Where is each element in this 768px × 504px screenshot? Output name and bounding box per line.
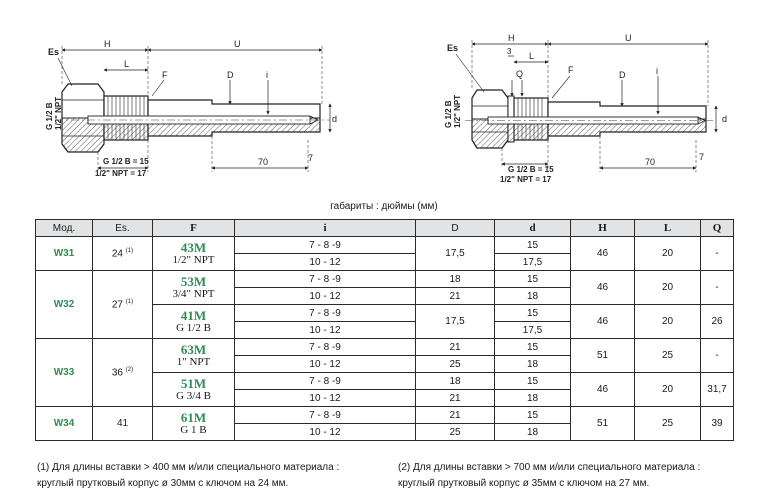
f-cell: 43M 1/2" NPT xyxy=(153,237,235,271)
label-i: i xyxy=(656,66,658,76)
dim-7: 7 xyxy=(699,152,705,162)
D-cell: 21 xyxy=(416,339,495,356)
d-cell: 15 xyxy=(495,373,571,390)
label-D: D xyxy=(619,70,626,80)
D-cell: 18 xyxy=(416,271,495,288)
units-caption: габариты : дюймы (мм) xyxy=(330,201,438,212)
right-thermowell-drawing xyxy=(444,33,727,184)
dim-npt-value: 1/2" NPT = 17 xyxy=(95,169,147,178)
col-header-Q: Q xyxy=(701,220,734,237)
footnote-1-line2: круглый прутковый корпус ø 30мм с ключом на 24 мм. xyxy=(37,478,289,489)
footnote-2-line2: круглый прутковый корпус ø 35мм с ключом на 27 мм. xyxy=(398,478,650,489)
d-cell: 17,5 xyxy=(495,322,571,339)
i-cell: 10 - 12 xyxy=(235,322,416,339)
thread-npt-vertical: 1/2" NPT xyxy=(453,94,462,128)
col-header-d: d xyxy=(495,220,571,237)
f-cell: 51M G 3/4 B xyxy=(153,373,235,407)
i-cell: 10 - 12 xyxy=(235,356,416,373)
d-cell: 15 xyxy=(495,407,571,424)
Q-cell: - xyxy=(701,237,734,271)
D-cell: 17,5 xyxy=(416,305,495,339)
L-cell: 20 xyxy=(635,305,701,339)
model-cell: W33 xyxy=(36,339,93,407)
D-cell: 25 xyxy=(416,356,495,373)
d-cell: 15 xyxy=(495,339,571,356)
thread-npt-vertical: 1/2" NPT xyxy=(54,96,63,130)
spec-table xyxy=(35,219,734,441)
f-cell: 61M G 1 B xyxy=(153,407,235,441)
col-header-i: i xyxy=(235,220,416,237)
D-cell: 18 xyxy=(416,373,495,390)
label-D: D xyxy=(227,70,234,80)
D-cell: 25 xyxy=(416,424,495,441)
thread-g-vertical: G 1/2 B xyxy=(444,100,453,128)
i-cell: 7 - 8 -9 xyxy=(235,339,416,356)
es-cell: 41 xyxy=(93,407,153,441)
H-cell: 46 xyxy=(571,305,635,339)
label-i: i xyxy=(266,70,268,80)
Q-cell: 26 xyxy=(701,305,734,339)
d-cell: 18 xyxy=(495,356,571,373)
model-cell: W34 xyxy=(36,407,93,441)
es-cell: 36 $^{(2)}$ xyxy=(93,339,153,407)
es-cell: 24 $^{(1)}$ xyxy=(93,237,153,271)
label-F: F xyxy=(162,70,168,80)
table-row xyxy=(36,237,734,254)
label-Q: Q xyxy=(516,69,524,79)
f-cell: 63M 1" NPT xyxy=(153,339,235,373)
i-cell: 7 - 8 -9 xyxy=(235,271,416,288)
col-header-f: F xyxy=(153,220,235,237)
H-cell: 46 xyxy=(571,271,635,305)
dim-L: L xyxy=(124,59,130,69)
dim-7: 7 xyxy=(308,153,314,163)
table-row xyxy=(36,339,734,356)
i-cell: 10 - 12 xyxy=(235,254,416,271)
model-cell: W32 xyxy=(36,271,93,339)
i-cell: 7 - 8 -9 xyxy=(235,373,416,390)
D-cell: 21 xyxy=(416,390,495,407)
L-cell: 20 xyxy=(635,373,701,407)
H-cell: 51 xyxy=(571,339,635,373)
i-cell: 7 - 8 -9 xyxy=(235,237,416,254)
dim-L: L xyxy=(529,51,535,61)
dim-70: 70 xyxy=(258,157,269,167)
es-cell: 27 $^{(1)}$ xyxy=(93,271,153,339)
col-header-D: D xyxy=(416,220,495,237)
L-cell: 25 xyxy=(635,339,701,373)
label-F: F xyxy=(568,65,574,75)
table-header-row xyxy=(36,220,734,237)
label-Es: Es xyxy=(447,43,459,53)
dim-U: U xyxy=(234,39,241,49)
i-cell: 10 - 12 xyxy=(235,390,416,407)
left-thermowell-drawing xyxy=(45,39,337,178)
dim-npt-value: 1/2" NPT = 17 xyxy=(500,175,552,184)
dim-70: 70 xyxy=(645,157,656,167)
label-Es: Es xyxy=(48,47,60,57)
L-cell: 20 xyxy=(635,237,701,271)
thread-g-vertical: G 1/2 B xyxy=(45,102,54,130)
D-cell: 21 xyxy=(416,288,495,305)
d-cell: 15 xyxy=(495,305,571,322)
d-cell: 17,5 xyxy=(495,254,571,271)
d-cell: 15 xyxy=(495,271,571,288)
i-cell: 7 - 8 -9 xyxy=(235,305,416,322)
H-cell: 46 xyxy=(571,237,635,271)
f-cell: 53M 3/4" NPT xyxy=(153,271,235,305)
col-header-es: Es. xyxy=(93,220,153,237)
dim-H: H xyxy=(104,39,111,49)
f-cell: 41M G 1/2 B xyxy=(153,305,235,339)
Q-cell: - xyxy=(701,271,734,305)
footnote-2-line1: (2) Для длины вставки > 700 мм и/или специального материала : xyxy=(398,462,701,473)
D-cell: 17,5 xyxy=(416,237,495,271)
label-d: d xyxy=(332,114,338,124)
model-cell: W31 xyxy=(36,237,93,271)
footnote-2 xyxy=(398,460,700,492)
i-cell: 10 - 12 xyxy=(235,424,416,441)
H-cell: 51 xyxy=(571,407,635,441)
table-row xyxy=(36,271,734,288)
dim-g-value: G 1/2 B = 15 xyxy=(508,165,554,174)
table-row xyxy=(36,407,734,424)
dim-3: 3 xyxy=(507,47,512,56)
D-cell: 21 xyxy=(416,407,495,424)
d-cell: 18 xyxy=(495,288,571,305)
footnote-1 xyxy=(37,460,339,492)
L-cell: 25 xyxy=(635,407,701,441)
dim-H: H xyxy=(508,33,515,43)
i-cell: 10 - 12 xyxy=(235,288,416,305)
d-cell: 18 xyxy=(495,390,571,407)
col-header-L: L xyxy=(635,220,701,237)
d-cell: 15 xyxy=(495,237,571,254)
Q-cell: 31,7 xyxy=(701,373,734,407)
col-header-H: H xyxy=(571,220,635,237)
i-cell: 7 - 8 -9 xyxy=(235,407,416,424)
Q-cell: 39 xyxy=(701,407,734,441)
dim-U: U xyxy=(625,33,632,43)
H-cell: 46 xyxy=(571,373,635,407)
footnote-1-line1: (1) Для длины вставки > 400 мм и/или специального материала : xyxy=(37,462,340,473)
technical-drawing xyxy=(0,0,768,200)
L-cell: 20 xyxy=(635,271,701,305)
col-header-mod: Мод. xyxy=(36,220,93,237)
d-cell: 18 xyxy=(495,424,571,441)
label-d: d xyxy=(722,114,728,124)
Q-cell: - xyxy=(701,339,734,373)
dim-g-value: G 1/2 B = 15 xyxy=(103,157,149,166)
